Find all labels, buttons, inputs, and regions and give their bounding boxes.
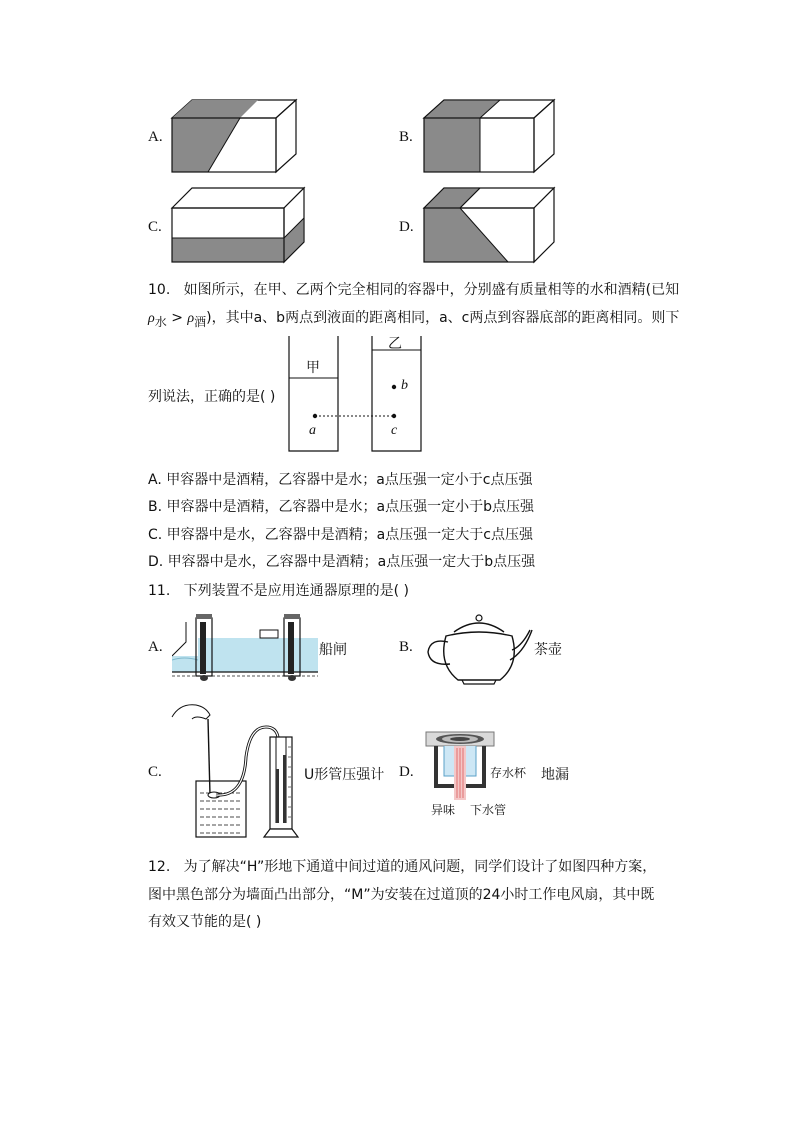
- q10-line2-text: )，其中a、b两点到液面的距离相同，a、c两点到容器底部的距离相同。则下: [206, 310, 680, 326]
- q11-caption-teapot: 茶壶: [534, 642, 562, 658]
- q10-stem-line3: 列说法，正确的是( ): [148, 389, 276, 405]
- q9-block-a-figure: [170, 98, 300, 176]
- drain-label-pipe: 下水管: [470, 803, 507, 817]
- q11-number: 11.: [148, 583, 171, 599]
- rho-symbol-2: ρ: [187, 311, 195, 326]
- q9-option-d-label[interactable]: D.: [399, 219, 414, 235]
- q9-option-b-label[interactable]: B.: [399, 129, 413, 145]
- ship-lock-icon: [172, 612, 318, 686]
- q12-stem-line3: 有效又节能的是( ): [148, 914, 262, 930]
- q12-line1-text: 为了解决“H”形地下通道中间过道的通风问题，同学们设计了如图四种方案，: [183, 859, 657, 875]
- u-tube-manometer-icon: [166, 697, 308, 841]
- q10-stem-line2: [148, 307, 679, 330]
- q9-option-c-label[interactable]: C.: [148, 219, 162, 235]
- q12-stem-line1: [148, 856, 656, 876]
- q12-number: 12.: [148, 859, 171, 875]
- rho-subscript-water: 水: [154, 314, 167, 329]
- q9-block-d-figure: [422, 186, 558, 266]
- floor-drain-icon: [424, 728, 496, 800]
- container-yi-label: 乙: [388, 336, 402, 352]
- container-jia-label: 甲: [306, 360, 320, 376]
- point-c-label: c: [391, 423, 398, 438]
- drain-label-odor: 异味: [431, 803, 456, 817]
- q12-stem-line2: 图中黑色部分为墙面凸出部分，“M”为安装在过道顶的24小时工作电风扇，其中既: [148, 887, 655, 903]
- q10-line1-text: 如图所示，在甲、乙两个完全相同的容器中，分别盛有质量相等的水和酒精(已知: [183, 282, 680, 298]
- drain-label-cup: 存水杯: [490, 766, 527, 780]
- q9-block-b-figure: [422, 98, 558, 176]
- q10-containers-figure: [284, 334, 424, 454]
- point-b-label: b: [401, 378, 408, 393]
- q11-option-c-label[interactable]: C.: [148, 764, 162, 780]
- q11-stem: [148, 580, 409, 600]
- q9-option-a-label[interactable]: A.: [148, 129, 163, 145]
- greater-than: >: [166, 310, 188, 326]
- teapot-icon: [424, 608, 534, 688]
- q11-option-a-label[interactable]: A.: [148, 639, 163, 655]
- point-a-label: a: [309, 423, 316, 438]
- q11-caption-ship-lock: 船闸: [319, 642, 347, 658]
- q11-option-b-label[interactable]: B.: [399, 639, 413, 655]
- q10-option-d[interactable]: D. 甲容器中是水，乙容器中是酒精；a点压强一定大于b点压强: [148, 554, 536, 570]
- q11-caption-manometer: [304, 764, 384, 784]
- rho-subscript-alcohol: 酒: [194, 314, 207, 329]
- q10-number: 10.: [148, 282, 171, 298]
- rho-symbol-1: ρ: [148, 311, 155, 326]
- q11-option-d-label[interactable]: D.: [399, 764, 414, 780]
- q9-block-c-figure: [170, 186, 308, 266]
- q11-stem-text: 下列装置不是应用连通器原理的是( ): [183, 583, 409, 599]
- q11-caption-floor-drain: 地漏: [541, 767, 569, 783]
- manometer-caption-text: U形管压强计: [304, 767, 385, 783]
- q10-option-a[interactable]: A. 甲容器中是酒精，乙容器中是水；a点压强一定小于c点压强: [148, 472, 533, 488]
- q10-stem-line1: [148, 279, 679, 299]
- q10-option-c[interactable]: C. 甲容器中是水，乙容器中是酒精；a点压强一定大于c点压强: [148, 527, 533, 543]
- q10-option-b[interactable]: B. 甲容器中是酒精，乙容器中是水；a点压强一定小于b点压强: [148, 499, 534, 515]
